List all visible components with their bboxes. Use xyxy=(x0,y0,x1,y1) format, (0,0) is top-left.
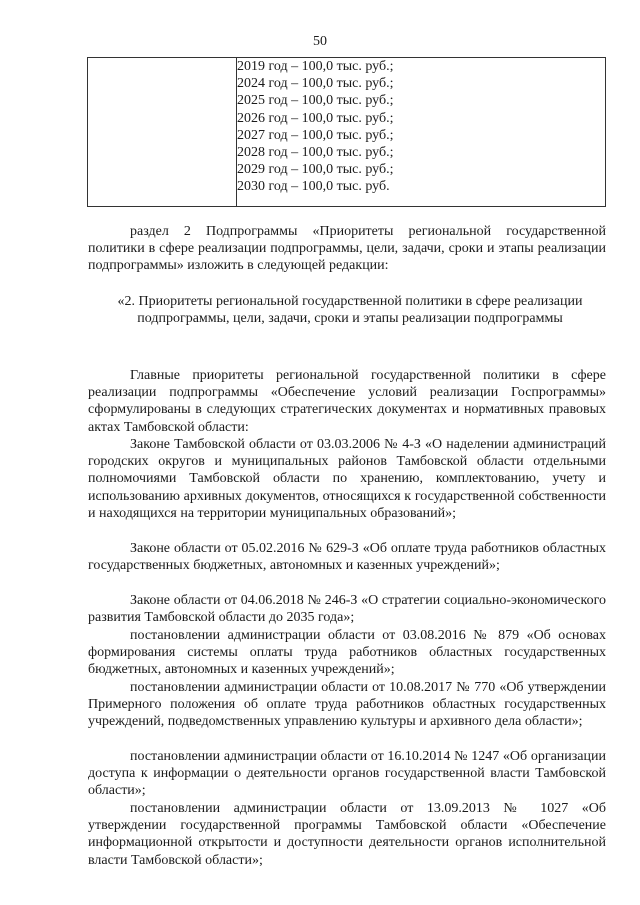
financing-line: 2028 год – 100,0 тыс. руб.; xyxy=(237,145,394,161)
section-heading: «2. Приоритеты региональной государственной политики в сфере реализации подпрограммы, цели, задачи, сроки и этапы реализации подпрограммы xyxy=(117,294,583,326)
body-paragraph: Законе Тамбовской области от 03.03.2006 № 4-З «О наделении администраций городских округов и муниципальных районов Тамбовской области отдельными полномочиями Тамбовской области по хранению, комплектованию, учету и использованию архивных документов, относящихся к государственной собственности и находящихся на территории муниципальных образований»; xyxy=(88,437,606,521)
financing-line: 2030 год – 100,0 тыс. руб. xyxy=(237,179,390,195)
body-paragraph: постановлении администрации области от 03.08.2016 № 879 «Об основах формирования системы оплаты труда работников областных государственных бюджетных, автономных и казенных учреждений»; xyxy=(88,628,606,678)
financing-line: 2024 год – 100,0 тыс. руб.; xyxy=(237,76,394,92)
financing-table xyxy=(87,57,606,207)
intro-paragraph: раздел 2 Подпрограммы «Приоритеты региональной государственной политики в сфере реализации подпрограммы, цели, задачи, сроки и этапы реализации подпрограммы» изложить в следующей редакции: xyxy=(88,224,606,274)
financing-line: 2026 год – 100,0 тыс. руб.; xyxy=(237,110,394,126)
body-paragraph: постановлении администрации области от 16.10.2014 № 1247 «Об организации доступа к информации о деятельности органов государственной власти Тамбовской области»; xyxy=(88,749,606,799)
body-paragraph: Главные приоритеты региональной государственной политики в сфере реализации подпрограммы «Обеспечение условий реализации Госпрограммы» сформулированы в следующих стратегических документах и нормативных правовых актах Тамбовской области: xyxy=(88,368,606,435)
body-paragraph: Законе области от 05.02.2016 № 629-З «Об оплате труда работников областных государственных бюджетных, автономных и казенных учреждений»; xyxy=(88,541,606,574)
body-paragraph: постановлении администрации области от 10.08.2017 № 770 «Об утверждении Примерного положения об оплате труда работников областных государственных учреждений, подведомственных управлению культуры и архивного дела области»; xyxy=(88,680,606,730)
financing-line: 2025 год – 100,0 тыс. руб.; xyxy=(237,93,394,109)
page-number: 50 xyxy=(313,34,327,49)
body-paragraph: Законе области от 04.06.2018 № 246-З «О стратегии социально-экономического развития Тамбовской области до 2035 года»; xyxy=(88,593,606,626)
financing-table-values-cell xyxy=(237,58,606,207)
financing-line: 2027 год – 100,0 тыс. руб.; xyxy=(237,127,394,143)
financing-line: 2019 год – 100,0 тыс. руб.; xyxy=(237,59,394,74)
body-paragraph: постановлении администрации области от 13.09.2013 № 1027 «Об утверждении государственной программы Тамбовской области «Обеспечение информационной открытости и доступности деятельности органов исполнительной власти Тамбовской области»; xyxy=(88,801,606,868)
financing-table-label-cell xyxy=(88,58,237,207)
financing-line: 2029 год – 100,0 тыс. руб.; xyxy=(237,162,394,178)
